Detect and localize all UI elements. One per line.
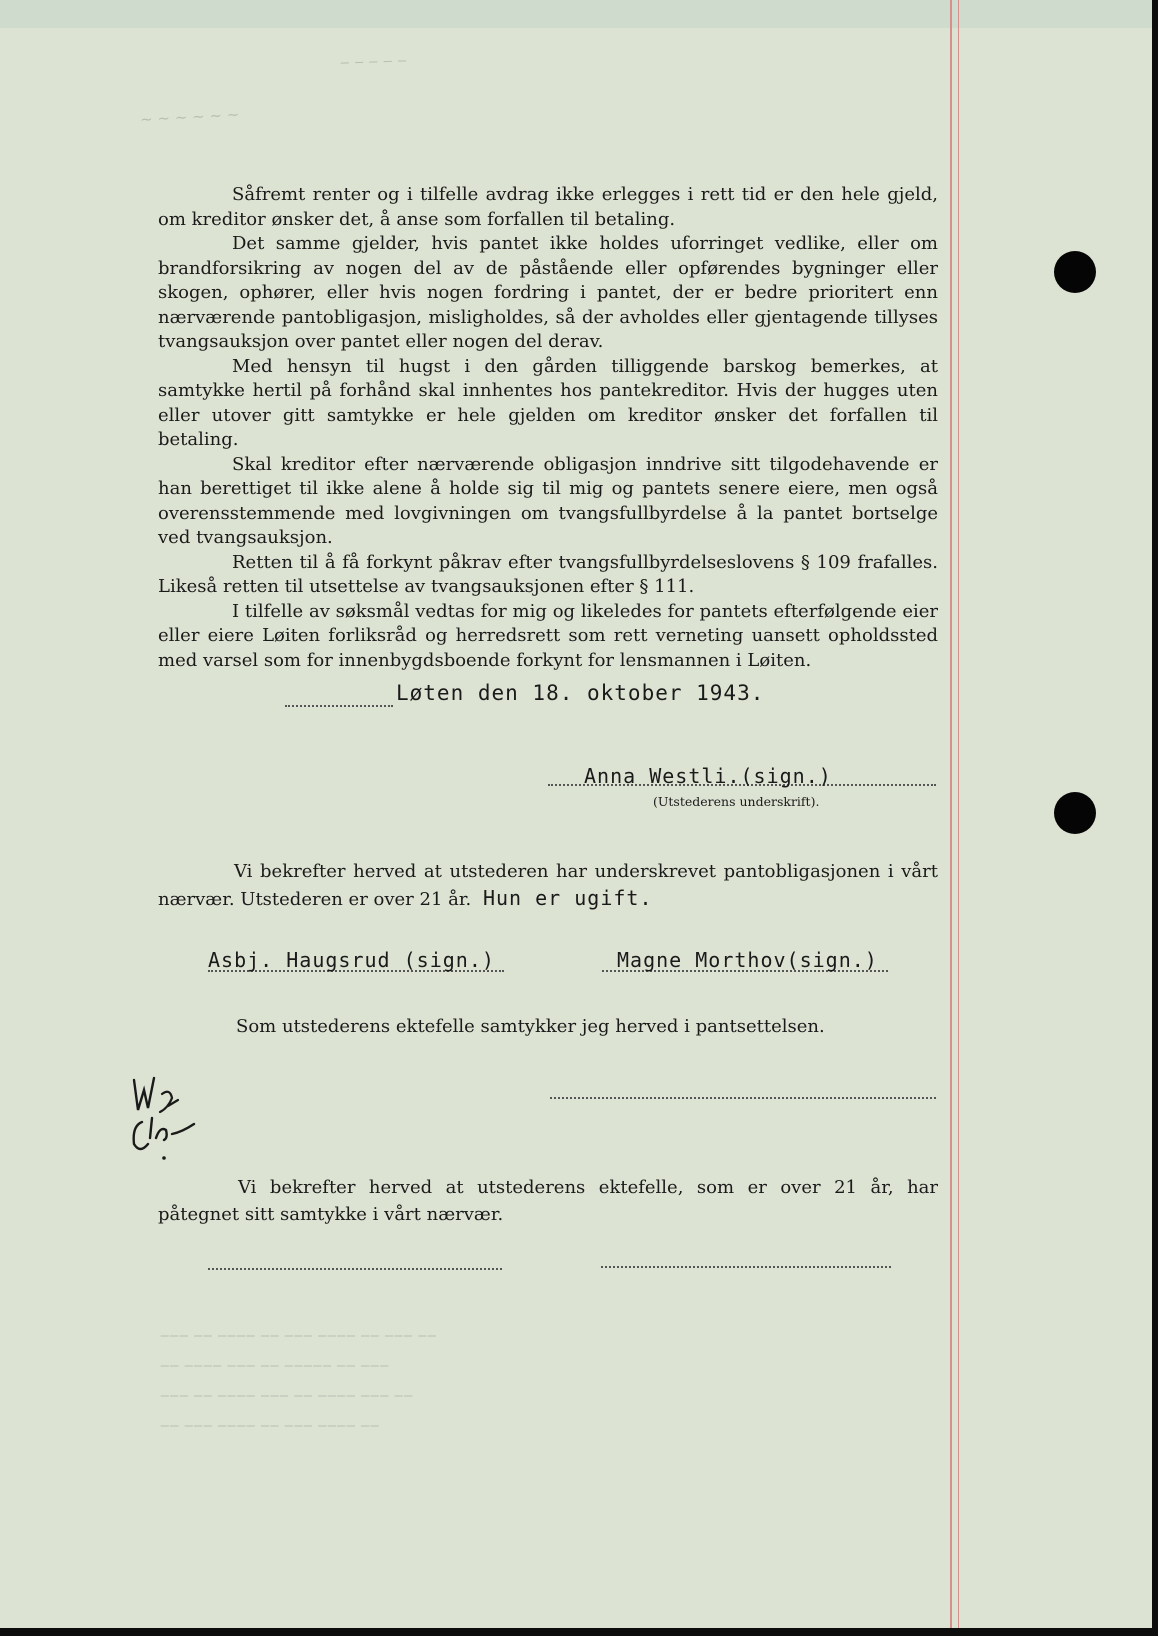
paragraph-logging: Med hensyn til hugst i den gården tilliggende barskog bemerkes, at samtykke hertil på forhånd skal innhentes hos pantekreditor. Hvis der hugges uten eller utover gitt samtykke er hele gjelden om kreditor ønsker det forfallen til betaling. (158, 355, 938, 450)
obligation-body (158, 183, 938, 673)
marital-status: Hun er ugift. (482, 886, 653, 910)
paragraph-collection: Skal kreditor efter nærværende obligasjon inndrive sitt tilgodehavende er han berettiget til ikke alene å holde sig til mig og pantets senere eiere, men også overensstemmende med lovgivningen om tvangsfullbyrdelse å la pantet bortselge ved tvangsauksjon. (158, 453, 938, 548)
paragraph-waiver: Retten til å få forkynt påkrav efter tvangsfullbyrdelseslovens § 109 frafalles. Likeså retten til utsettelse av tvangsauksjonen efter § 111. (158, 551, 938, 597)
paragraph-jurisdiction: I tilfelle av søksmål vedtas for mig og likeledes for pantets efterfølgende eier eller eiere Løiten forliksråd og herredsrett som rett verneting uansett opholdssted med varsel som for innenbygdsboende forkynt for lensmannen i Løiten. (158, 600, 938, 671)
scan-top-band (0, 0, 1152, 28)
place-date: Løten den 18. oktober 1943. (396, 681, 765, 705)
punch-hole (1054, 792, 1096, 834)
witness-statement-block (158, 858, 938, 913)
spouse-signature-line (550, 1097, 936, 1099)
issuer-signature: Anna Westli.(sign.) (584, 764, 832, 788)
spouse-witness-statement: Vi bekrefter herved at utstederens ektefelle, som er over 21 år, har påtegnet sitt samtykke i vårt nærvær. (158, 1177, 938, 1225)
witness-statement: Vi bekrefter herved at utstederen har underskrevet pantobligasjonen i vårt nærvær. Utstederen er over 21 år. (158, 861, 938, 910)
red-margin-line-thin (958, 0, 959, 1628)
spouse-witness2-line (601, 1266, 891, 1268)
witness2-signature: Magne Morthov(sign.) (617, 948, 878, 972)
spouse-witness1-line (208, 1268, 502, 1270)
bleed-through-text: ~ ~ ~ ~ ~ ~ (139, 105, 240, 129)
bleed-through-text: ‒ ‒ ‒ ‒ ‒ (339, 50, 408, 72)
handwritten-initials-mark (122, 1068, 212, 1164)
paragraph-maintenance: Det samme gjelder, hvis pantet ikke holdes uforringet vedlike, eller om brandforsikring av nogen del av de påstående eller opførendes bygninger eller skogen, ophører, eller hvis nogen fordring i pantet, der er bedre prioritert enn nærværende pantobligasjon, misligholdes, så der avholdes eller gjentagende tillyses tvangsauksjon over pantet eller nogen del derav. (158, 233, 938, 352)
witness1-signature: Asbj. Haugsrud (sign.) (208, 948, 495, 972)
spouse-consent: Som utstederens ektefelle samtykker jeg herved i pantsettelsen. (236, 1016, 825, 1037)
bleed-through-lines: ‒‒‒ ‒‒ ‒‒‒‒ ‒‒ ‒‒‒ ‒‒‒‒ ‒‒ ‒‒‒ ‒‒ ‒‒ ‒‒‒‒ ‒‒‒ ‒‒ ‒‒‒‒‒ ‒‒ ‒‒‒ ‒‒‒ ‒‒ ‒‒‒‒ ‒‒‒ ‒‒ ‒‒‒‒ ‒‒‒ ‒‒ ‒‒ ‒‒‒ ‒‒‒‒ ‒‒ ‒‒‒ ‒‒‒‒ ‒‒ (160, 1326, 437, 1434)
paragraph-interest: Såfremt renter og i tilfelle avdrag ikke erlegges i rett tid er den hele gjeld, om kreditor ønsker det, å anse som forfallen til betaling. (158, 184, 938, 230)
date-leader-dots (285, 705, 393, 707)
punch-hole (1054, 251, 1096, 293)
red-margin-line (950, 0, 952, 1628)
issuer-signature-caption: (Utstederens underskrift). (653, 794, 820, 809)
